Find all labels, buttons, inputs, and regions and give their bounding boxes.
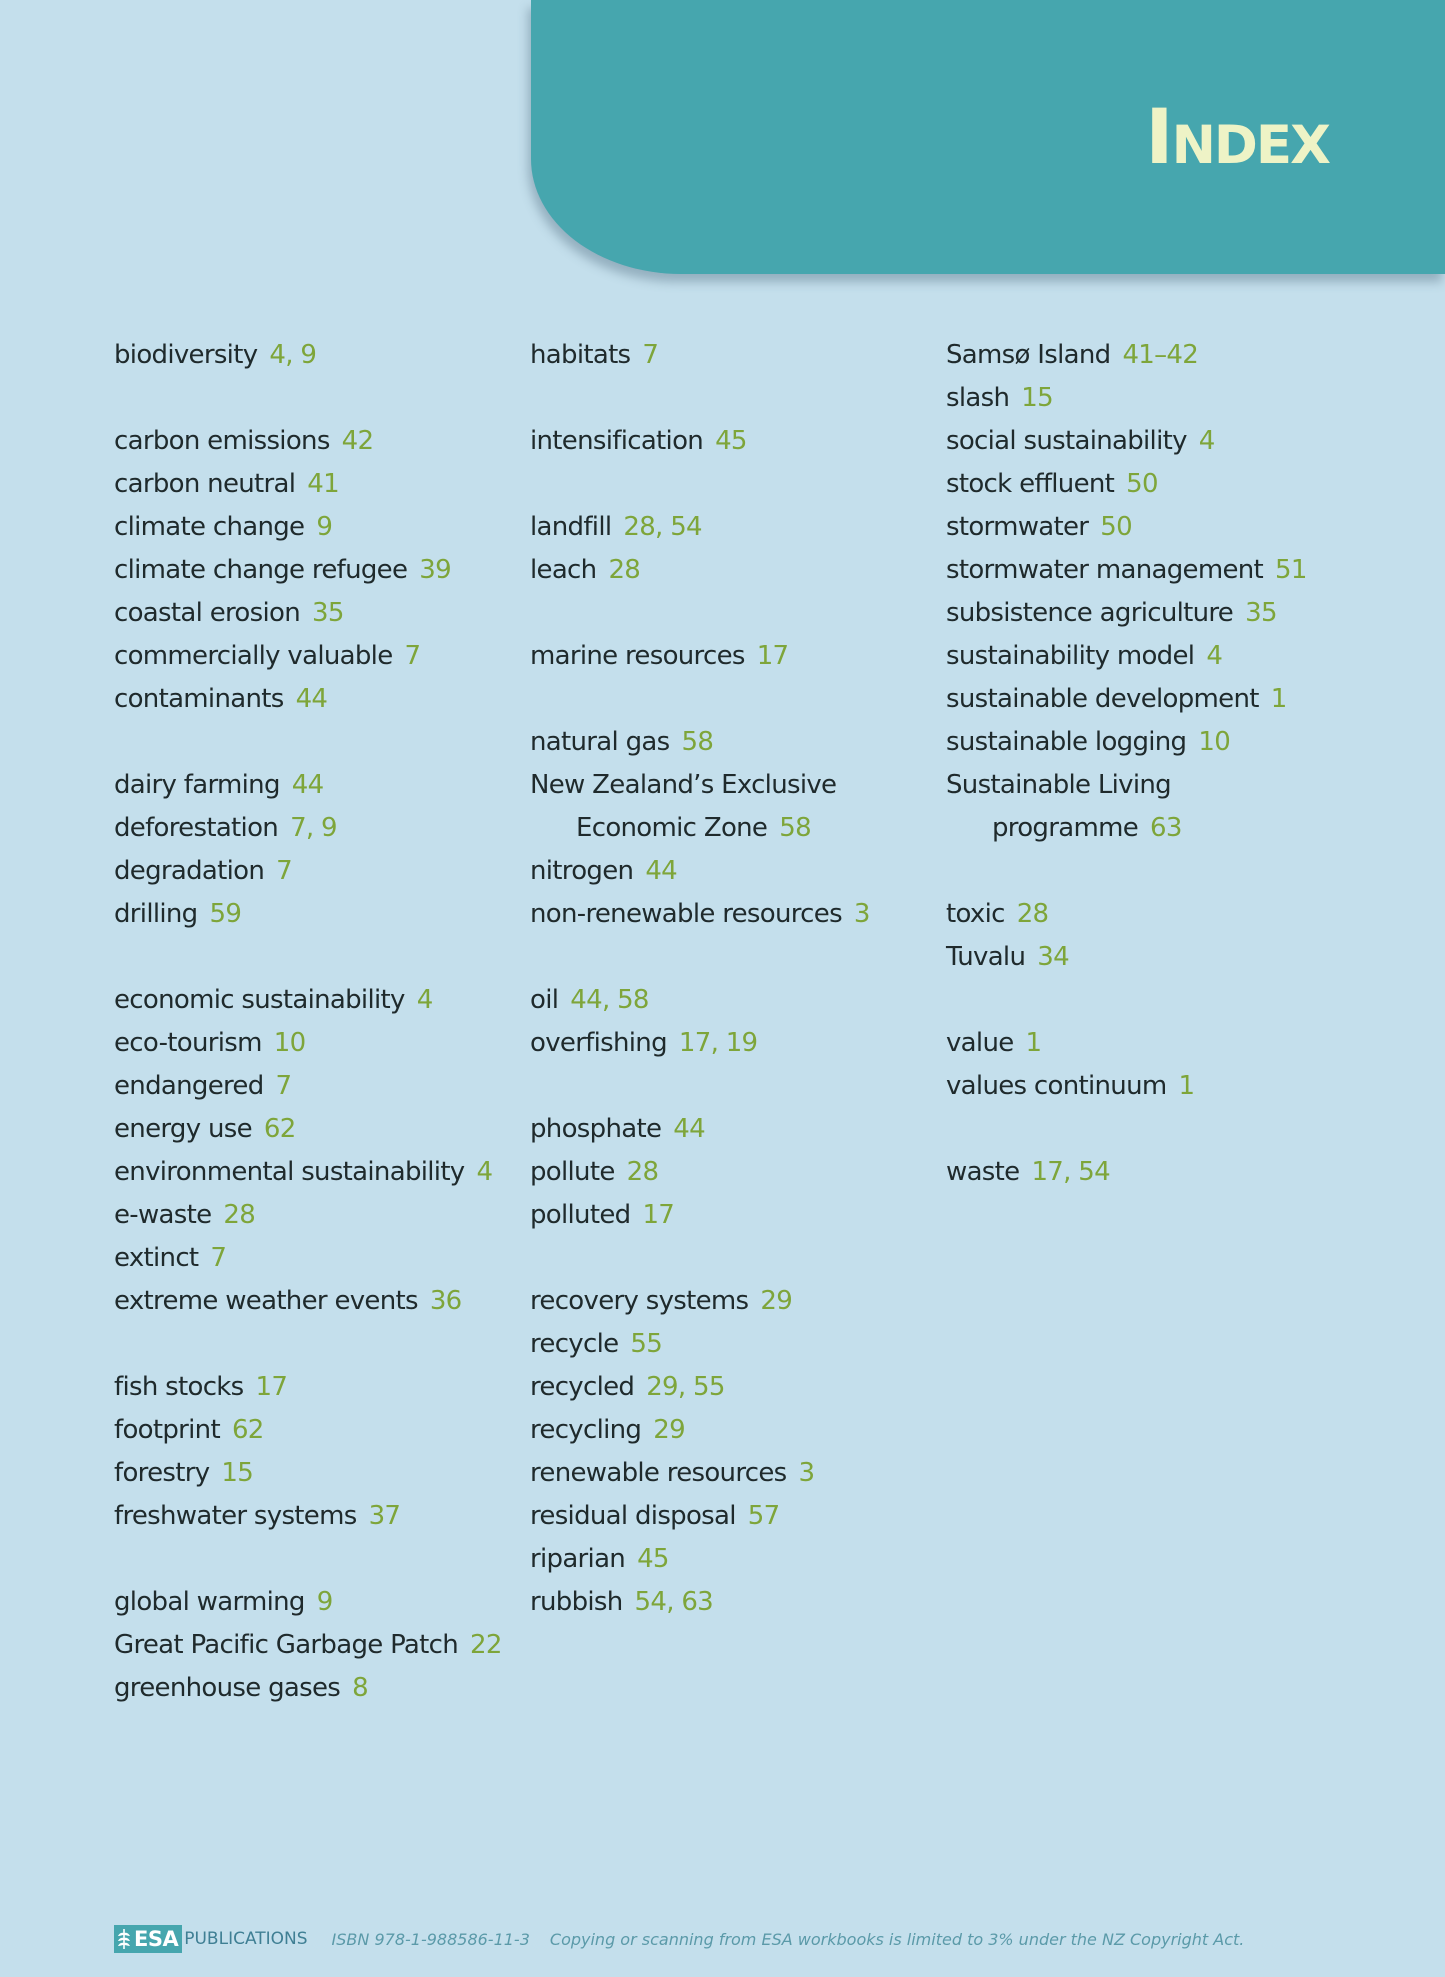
index-entry — [114, 463, 514, 506]
index-page-numbers: 22 — [470, 1630, 502, 1660]
isbn-text: ISBN 978-1-988586-11-3 — [331, 1929, 530, 1949]
leaf-icon — [116, 1928, 132, 1950]
index-group — [530, 1108, 930, 1237]
index-page-numbers: 15 — [221, 1458, 254, 1488]
index-page-numbers: 58 — [681, 727, 714, 757]
index-page-numbers: 4 — [476, 1157, 493, 1187]
index-entry — [114, 506, 514, 549]
index-term: sustainable logging — [946, 727, 1187, 757]
index-term: stormwater management — [946, 555, 1264, 585]
index-entry — [114, 1667, 514, 1710]
index-entry — [114, 807, 514, 850]
index-page-numbers: 45 — [715, 426, 747, 456]
index-page-numbers: 45 — [637, 1544, 669, 1574]
index-term: dairy farming — [114, 770, 280, 800]
index-term: climate change refugee — [114, 555, 408, 585]
index-page-numbers: 15 — [1021, 383, 1053, 413]
index-entry — [114, 1194, 514, 1237]
index-group — [114, 764, 514, 936]
index-entry — [946, 764, 1346, 807]
index-entry — [946, 377, 1346, 420]
index-page-numbers: 4 — [1206, 641, 1223, 671]
index-term: waste — [946, 1157, 1020, 1187]
index-page-numbers: 28 — [223, 1200, 256, 1230]
index-term: carbon neutral — [114, 469, 296, 499]
index-page-numbers: 10 — [273, 1028, 306, 1058]
index-page-numbers: 17 — [642, 1200, 675, 1230]
index-page-numbers: 29 — [653, 1415, 685, 1445]
index-page-numbers: 62 — [263, 1114, 296, 1144]
index-group — [530, 420, 930, 463]
index-column-1 — [114, 334, 514, 1753]
index-entry — [114, 1409, 514, 1452]
index-page-numbers: 7 — [276, 856, 293, 886]
index-column-3 — [946, 334, 1346, 1237]
index-entry — [946, 506, 1346, 549]
index-term: carbon emissions — [114, 426, 330, 456]
index-page-numbers: 44, 58 — [570, 985, 649, 1015]
index-term: nitrogen — [530, 856, 634, 886]
page-title: Index — [1145, 92, 1329, 181]
index-entry — [530, 1495, 930, 1538]
index-entry — [530, 1108, 930, 1151]
index-page-numbers: 28 — [608, 555, 641, 585]
index-group — [946, 1151, 1346, 1194]
index-page-numbers: 41 — [307, 469, 339, 499]
index-page-numbers: 9 — [316, 512, 333, 542]
index-page-numbers: 63 — [1150, 813, 1182, 843]
index-term: stormwater — [946, 512, 1089, 542]
index-term: renewable resources — [530, 1458, 787, 1488]
index-page-numbers: 7 — [275, 1071, 292, 1101]
index-term: recycled — [530, 1372, 635, 1402]
index-page-numbers: 28 — [626, 1157, 659, 1187]
index-term: greenhouse gases — [114, 1673, 341, 1703]
index-term: oil — [530, 985, 559, 1015]
index-entry — [946, 592, 1346, 635]
index-term: leach — [530, 555, 597, 585]
index-term: sustainability model — [946, 641, 1195, 671]
index-term: New Zealand’s Exclusive — [530, 770, 837, 800]
index-entry — [530, 979, 930, 1022]
index-page-numbers: 35 — [1245, 598, 1277, 628]
index-page-numbers: 35 — [311, 598, 344, 628]
index-group — [114, 1581, 514, 1710]
index-term: recycle — [530, 1329, 619, 1359]
index-page-numbers: 34 — [1037, 942, 1069, 972]
index-entry — [530, 850, 930, 893]
index-entry — [114, 549, 514, 592]
index-entry — [946, 678, 1346, 721]
index-term: slash — [946, 383, 1010, 413]
index-page-numbers: 17 — [255, 1372, 288, 1402]
index-page-numbers: 50 — [1100, 512, 1132, 542]
index-column-2 — [530, 334, 930, 1667]
index-term: Tuvalu — [946, 942, 1026, 972]
index-entry — [946, 893, 1346, 936]
index-term: energy use — [114, 1114, 252, 1144]
index-term: extinct — [114, 1243, 199, 1273]
index-group — [530, 334, 930, 377]
index-page-numbers: 8 — [352, 1673, 368, 1703]
index-term: social sustainability — [946, 426, 1187, 456]
index-entry — [114, 420, 514, 463]
index-entry — [946, 721, 1346, 764]
copyright-notice: Copying or scanning from ESA workbooks is limited to 3% under the NZ Copyright Act. — [549, 1929, 1245, 1949]
index-entry — [530, 420, 930, 463]
index-entry — [530, 506, 930, 549]
index-page-numbers: 1 — [1178, 1071, 1195, 1101]
index-entry — [946, 420, 1346, 463]
index-term: phosphate — [530, 1114, 662, 1144]
index-entry — [530, 764, 930, 807]
index-entry — [530, 1323, 930, 1366]
index-page-numbers: 7 — [404, 641, 421, 671]
index-page-numbers: 62 — [231, 1415, 264, 1445]
index-entry — [114, 850, 514, 893]
index-group — [946, 1022, 1346, 1108]
index-term: fish stocks — [114, 1372, 244, 1402]
index-page-numbers: 7 — [210, 1243, 227, 1273]
index-page-numbers: 28 — [1016, 899, 1049, 929]
index-page-numbers: 17, 19 — [678, 1028, 758, 1058]
index-page-numbers: 7, 9 — [290, 813, 337, 843]
index-entry — [530, 1581, 930, 1624]
index-entry — [530, 334, 930, 377]
index-entry — [114, 1065, 514, 1108]
index-entry — [946, 549, 1346, 592]
index-page-numbers: 17 — [756, 641, 789, 671]
index-term: Economic Zone — [576, 813, 768, 843]
index-group — [530, 506, 930, 592]
index-page-numbers: 42 — [341, 426, 374, 456]
index-entry — [530, 1538, 930, 1581]
index-term: footprint — [114, 1415, 220, 1445]
index-page-numbers: 7 — [642, 340, 659, 370]
index-page-numbers: 37 — [368, 1501, 401, 1531]
index-page-numbers: 51 — [1275, 555, 1307, 585]
index-term: extreme weather events — [114, 1286, 418, 1316]
index-entry — [114, 1495, 514, 1538]
index-term: stock effluent — [946, 469, 1115, 499]
index-term: value — [946, 1028, 1014, 1058]
index-entry — [114, 334, 514, 377]
index-term: overfishing — [530, 1028, 667, 1058]
index-term: non-renewable resources — [530, 899, 842, 929]
index-entry — [530, 807, 930, 850]
index-entry — [114, 678, 514, 721]
index-page-numbers: 58 — [779, 813, 811, 843]
index-term: rubbish — [530, 1587, 623, 1617]
index-term: marine resources — [530, 641, 745, 671]
index-entry — [114, 1452, 514, 1495]
index-entry — [114, 592, 514, 635]
index-term: endangered — [114, 1071, 264, 1101]
index-page-numbers: 1 — [1270, 684, 1287, 714]
index-entry — [114, 635, 514, 678]
index-term: recycling — [530, 1415, 642, 1445]
index-page-numbers: 29 — [760, 1286, 793, 1316]
index-entry — [530, 721, 930, 764]
index-entry — [946, 635, 1346, 678]
index-group — [114, 420, 514, 721]
index-group — [114, 1366, 514, 1538]
index-group — [530, 721, 930, 936]
index-page-numbers: 28, 54 — [623, 512, 702, 542]
index-page-numbers: 3 — [853, 899, 870, 929]
index-entry — [114, 1366, 514, 1409]
index-entry — [114, 764, 514, 807]
index-page-numbers: 1 — [1025, 1028, 1042, 1058]
index-term: contaminants — [114, 684, 284, 714]
index-group — [114, 334, 514, 377]
index-entry — [114, 1108, 514, 1151]
index-page-numbers: 3 — [798, 1458, 815, 1488]
index-entry — [530, 1409, 930, 1452]
index-term: climate change — [114, 512, 305, 542]
index-page-numbers: 44 — [291, 770, 324, 800]
index-entry — [114, 1151, 514, 1194]
index-page-numbers: 39 — [419, 555, 451, 585]
index-entry — [946, 936, 1346, 979]
index-page-numbers: 59 — [209, 899, 242, 929]
index-entry — [946, 807, 1346, 850]
index-group — [946, 893, 1346, 979]
index-term: degradation — [114, 856, 265, 886]
index-page-numbers: 4 — [416, 985, 433, 1015]
index-entry — [114, 1280, 514, 1323]
index-group — [114, 979, 514, 1323]
index-group — [530, 1280, 930, 1624]
index-term: Sustainable Living — [946, 770, 1171, 800]
index-term: toxic — [946, 899, 1005, 929]
index-term: landfill — [530, 512, 612, 542]
index-entry — [946, 334, 1346, 377]
index-page-numbers: 44 — [673, 1114, 705, 1144]
index-page-numbers: 50 — [1126, 469, 1158, 499]
index-term: freshwater systems — [114, 1501, 357, 1531]
index-term: environmental sustainability — [114, 1157, 465, 1187]
index-entry — [946, 1151, 1346, 1194]
index-term: coastal erosion — [114, 598, 300, 628]
index-page-numbers: 41–42 — [1122, 340, 1199, 370]
logo-text: ESA — [134, 1927, 179, 1951]
index-entry — [530, 1022, 930, 1065]
index-term: economic sustainability — [114, 985, 405, 1015]
index-page-numbers: 4 — [1198, 426, 1215, 456]
index-entry — [946, 1022, 1346, 1065]
index-page-numbers: 17, 54 — [1031, 1157, 1110, 1187]
index-page-numbers: 55 — [630, 1329, 663, 1359]
index-entry — [530, 893, 930, 936]
index-term: pollute — [530, 1157, 615, 1187]
index-group — [530, 635, 930, 678]
index-entry — [530, 1194, 930, 1237]
index-term: sustainable development — [946, 684, 1259, 714]
index-page-numbers: 9 — [316, 1587, 333, 1617]
index-entry — [114, 979, 514, 1022]
footer — [114, 1925, 1244, 1953]
index-term: Samsø Island — [946, 340, 1111, 370]
index-term: polluted — [530, 1200, 631, 1230]
index-term: programme — [992, 813, 1139, 843]
index-page-numbers: 4, 9 — [269, 340, 317, 370]
index-entry — [530, 635, 930, 678]
index-page-numbers: 10 — [1198, 727, 1231, 757]
index-entry — [114, 1624, 514, 1667]
index-term: subsistence agriculture — [946, 598, 1234, 628]
index-group — [530, 979, 930, 1065]
index-entry — [530, 1280, 930, 1323]
index-entry — [530, 1151, 930, 1194]
index-term: riparian — [530, 1544, 626, 1574]
index-term: Great Pacific Garbage Patch — [114, 1630, 459, 1660]
publisher-logo — [114, 1925, 308, 1953]
index-term: natural gas — [530, 727, 670, 757]
index-term: eco-tourism — [114, 1028, 262, 1058]
index-entry — [946, 463, 1346, 506]
index-page-numbers: 36 — [429, 1286, 462, 1316]
index-term: recovery systems — [530, 1286, 749, 1316]
index-entry — [946, 1065, 1346, 1108]
index-group — [946, 334, 1346, 850]
index-page-numbers: 29, 55 — [646, 1372, 725, 1402]
index-term: forestry — [114, 1458, 210, 1488]
index-entry — [530, 549, 930, 592]
index-term: habitats — [530, 340, 631, 370]
logo-box — [114, 1925, 182, 1953]
index-entry — [530, 1366, 930, 1409]
index-entry — [114, 893, 514, 936]
logo-suffix: PUBLICATIONS — [184, 1929, 308, 1949]
index-term: global warming — [114, 1587, 305, 1617]
index-term: deforestation — [114, 813, 279, 843]
index-page-numbers: 44 — [645, 856, 677, 886]
index-term: intensification — [530, 426, 704, 456]
index-term: biodiversity — [114, 340, 258, 370]
index-page-numbers: 44 — [295, 684, 328, 714]
index-term: drilling — [114, 899, 198, 929]
index-term: values continuum — [946, 1071, 1167, 1101]
index-term: commercially valuable — [114, 641, 393, 671]
index-entry — [114, 1581, 514, 1624]
index-term: residual disposal — [530, 1501, 736, 1531]
index-entry — [114, 1022, 514, 1065]
index-entry — [114, 1237, 514, 1280]
index-page-numbers: 57 — [747, 1501, 780, 1531]
index-entry — [530, 1452, 930, 1495]
index-page-numbers: 54, 63 — [634, 1587, 714, 1617]
index-term: e-waste — [114, 1200, 212, 1230]
